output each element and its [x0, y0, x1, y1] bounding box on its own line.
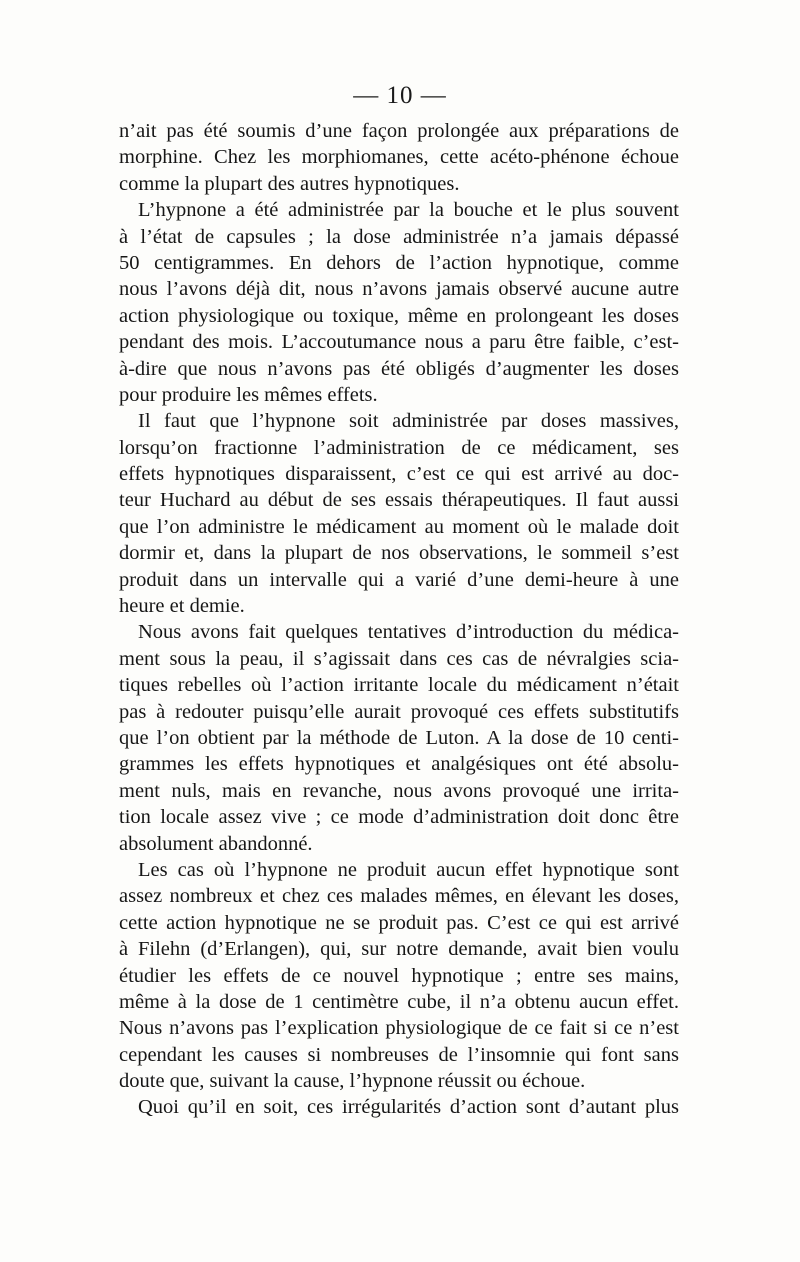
- text-line: produit dans un intervalle qui a varié d’une demi-heure à une: [119, 568, 679, 591]
- text-line: ment nuls, mais en revanche, nous avons provoqué une irrita-: [119, 779, 679, 802]
- text-line: pour produire les mêmes effets.: [119, 383, 378, 406]
- text-line: tiques rebelles où l’action irritante locale du médicament n’était: [119, 674, 679, 697]
- text-line: 50 centigrammes. En dehors de l’action hypnotique, comme: [119, 251, 679, 274]
- text-line: lorsqu’on fractionne l’administration de ce médicament, ses: [119, 436, 679, 459]
- text-line: action physiologique ou toxique, même en prolongeant les doses: [119, 304, 679, 327]
- text-line: cette action hypnotique ne se produit pas. C’est ce qui est arrivé: [119, 911, 679, 934]
- text-line: que l’on administre le médicament au moment où le malade doit: [119, 515, 679, 538]
- page-number-header: — 10 —: [353, 82, 447, 109]
- text-line: tion locale assez vive ; ce mode d’administration doit donc être: [119, 806, 679, 829]
- text-line: nous l’avons déjà dit, nous n’avons jamais observé aucune autre: [119, 278, 679, 301]
- text-line: morphine. Chez les morphiomanes, cette acéto-phénone échoue: [119, 146, 679, 169]
- text-line: n’ait pas été soumis d’une façon prolongée aux préparations de: [119, 120, 679, 142]
- text-line: Nous n’avons pas l’explication physiologique de ce fait si ce n’est: [119, 1017, 679, 1040]
- text-line: pendant des mois. L’accoutumance nous a paru être faible, c’est-: [119, 331, 679, 354]
- text-line: effets hypnotiques disparaissent, c’est ce qui est arrivé au doc-: [119, 463, 679, 486]
- text-line: Nous avons fait quelques tentatives d’introduction du médica-: [138, 621, 679, 644]
- text-line: assez nombreux et chez ces malades mêmes, en élevant les doses,: [119, 885, 679, 908]
- text-line: heure et demie.: [119, 595, 245, 618]
- text-line: ment sous la peau, il s’agissait dans ces cas de névralgies scia-: [119, 647, 679, 670]
- text-line: grammes les effets hypnotiques et analgésiques ont été absolu-: [119, 753, 679, 776]
- text-line: doute que, suivant la cause, l’hypnone réussit ou échoue.: [119, 1070, 586, 1093]
- text-line: comme la plupart des autres hypnotiques.: [119, 172, 460, 195]
- text-line: à l’état de capsules ; la dose administrée n’a jamais dépassé: [119, 225, 679, 248]
- text-line: étudier les effets de ce nouvel hypnotique ; entre ses mains,: [119, 964, 679, 987]
- text-line: cependant les causes si nombreuses de l’insomnie qui font sans: [119, 1043, 679, 1066]
- body-text: [119, 118, 679, 1121]
- text-line: teur Huchard au début de ses essais thérapeutiques. Il faut aussi: [119, 489, 679, 512]
- text-line: à-dire que nous n’avons pas été obligés d’augmenter les doses: [119, 357, 679, 380]
- text-line: Les cas où l’hypnone ne produit aucun effet hypnotique sont: [138, 858, 679, 881]
- text-line: à Filehn (d’Erlangen), qui, sur notre demande, avait bien voulu: [119, 938, 679, 961]
- text-line: Il faut que l’hypnone soit administrée par doses massives,: [138, 410, 679, 433]
- text-line: L’hypnone a été administrée par la bouche et le plus souvent: [138, 199, 679, 222]
- text-line: Quoi qu’il en soit, ces irrégularités d’action sont d’autant plus: [138, 1096, 679, 1119]
- text-line: dormir et, dans la plupart de nos observations, le sommeil s’est: [119, 542, 679, 565]
- text-line: absolument abandonné.: [119, 832, 313, 855]
- text-line: même à la dose de 1 centimètre cube, il n’a obtenu aucun effet.: [119, 990, 679, 1013]
- text-line: pas à redouter puisqu’elle aurait provoqué ces effets substitutifs: [119, 700, 679, 723]
- text-line: que l’on obtient par la méthode de Luton. A la dose de 10 centi-: [119, 726, 679, 749]
